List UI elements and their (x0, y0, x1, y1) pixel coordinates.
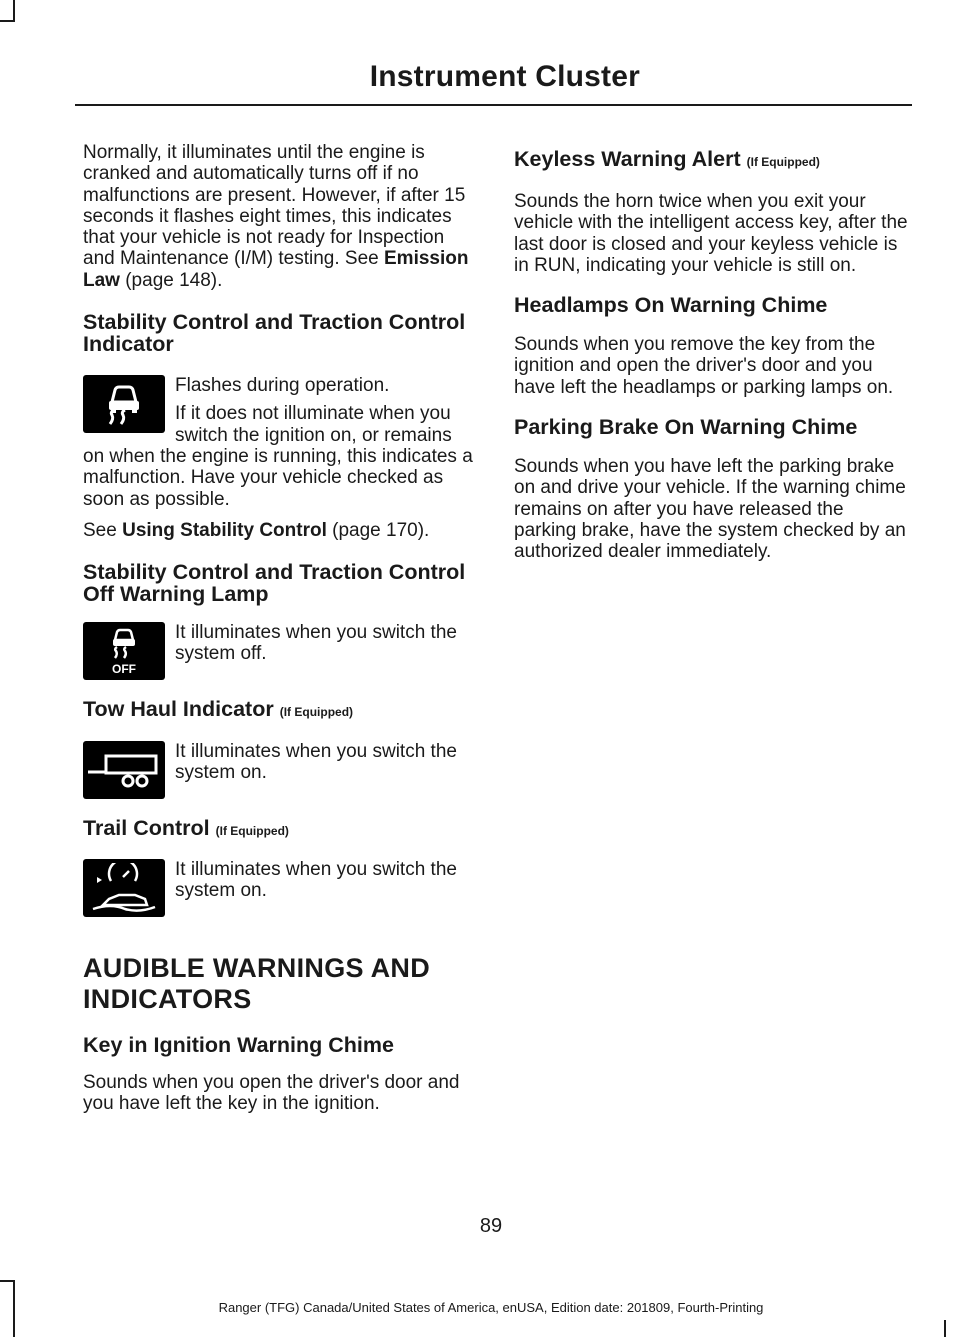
headlamps-text: Sounds when you remove the key from the ignition and open the driver's door and you have left the headlamps or parking lamps on. (514, 334, 894, 398)
key-chime-text: Sounds when you open the driver's door and you have left the key in the ignition. (83, 1072, 460, 1115)
intro-paragraph (83, 142, 475, 291)
headlamps-heading: Headlamps On Warning Chime (514, 293, 828, 318)
parking-brake-text: Sounds when you have left the parking brake on and drive your vehicle. If the warning chime remains on after you have released the parking brake, have the system checked by an authorized dealer immediately. (514, 456, 906, 563)
right-column (514, 148, 910, 563)
stability-control-icon (83, 375, 165, 433)
tow-haul-heading (83, 698, 475, 723)
stability-off-heading: Stability Control and Traction Control Off Warning Lamp (83, 560, 466, 607)
stability-block (83, 375, 475, 510)
keyless-heading (514, 148, 910, 173)
header-rule (75, 104, 912, 106)
stability-control-off-icon (83, 622, 165, 680)
tow-haul-icon (83, 741, 165, 799)
stability-malfunction-text: If it does not illuminate when you switch the ignition on, or remains on when the engine is running, this indicates a malfunction. Have your vehicle checked as soon as possible. (83, 403, 473, 510)
trail-control-title: Trail Control (83, 816, 210, 841)
left-column (83, 142, 475, 1115)
emission-law-link[interactable]: Emission Law (83, 248, 469, 291)
if-equipped-label: (If Equipped) (279, 705, 354, 720)
crop-mark (13, 0, 15, 22)
keyless-text: Sounds the horn twice when you exit your vehicle with the intelligent access key, after the last door is closed and your keyless vehicle is in RUN, indicating your vehicle is still on. (514, 191, 908, 276)
stability-heading: Stability Control and Traction Control Indicator (83, 310, 466, 357)
crop-mark (0, 20, 14, 22)
audible-warnings-heading: AUDIBLE WARNINGS AND INDICATORS (83, 953, 430, 1015)
page-number: 89 (479, 1215, 503, 1237)
trail-control-heading (83, 817, 475, 842)
crop-mark (944, 1320, 946, 1337)
intro-page-ref: (page 148). (125, 269, 223, 291)
stability-off-block (83, 622, 475, 684)
parking-brake-heading: Parking Brake On Warning Chime (514, 415, 858, 440)
stability-see-paragraph (83, 520, 475, 541)
keyless-title: Keyless Warning Alert (514, 147, 741, 171)
trail-control-icon (83, 859, 165, 917)
using-stability-control-link[interactable]: Using Stability Control (122, 519, 327, 541)
key-chime-heading: Key in Ignition Warning Chime (83, 1033, 394, 1058)
see-label: See (83, 519, 117, 541)
trail-control-block (83, 859, 475, 921)
trail-control-text: It illuminates when you switch the system on. (175, 859, 457, 902)
crop-mark (0, 1280, 14, 1282)
intro-text: Normally, it illuminates until the engine is cranked and automatically turns off if no malfunctions are present. However, if after 15 seconds it flashes eight times, this indicates that your vehicle is not ready for Inspection and Maintenance (I/M) testing. See (83, 142, 466, 270)
footer-edition: Ranger (TFG) Canada/United States of America, enUSA, Edition date: 201809, Fourth-Printing (218, 1300, 764, 1315)
stability-off-text: It illuminates when you switch the system off. (175, 622, 457, 665)
if-equipped-label: (If Equipped) (215, 824, 289, 839)
if-equipped-label: (If Equipped) (746, 155, 820, 169)
tow-haul-title: Tow Haul Indicator (83, 697, 274, 722)
stability-flash-text: Flashes during operation. (175, 375, 390, 397)
stability-page-ref: (page 170). (332, 519, 430, 541)
tow-haul-text: It illuminates when you switch the system on. (175, 741, 457, 784)
page-title: Instrument Cluster (369, 60, 640, 93)
tow-haul-block (83, 741, 475, 803)
off-label: OFF (112, 662, 136, 677)
